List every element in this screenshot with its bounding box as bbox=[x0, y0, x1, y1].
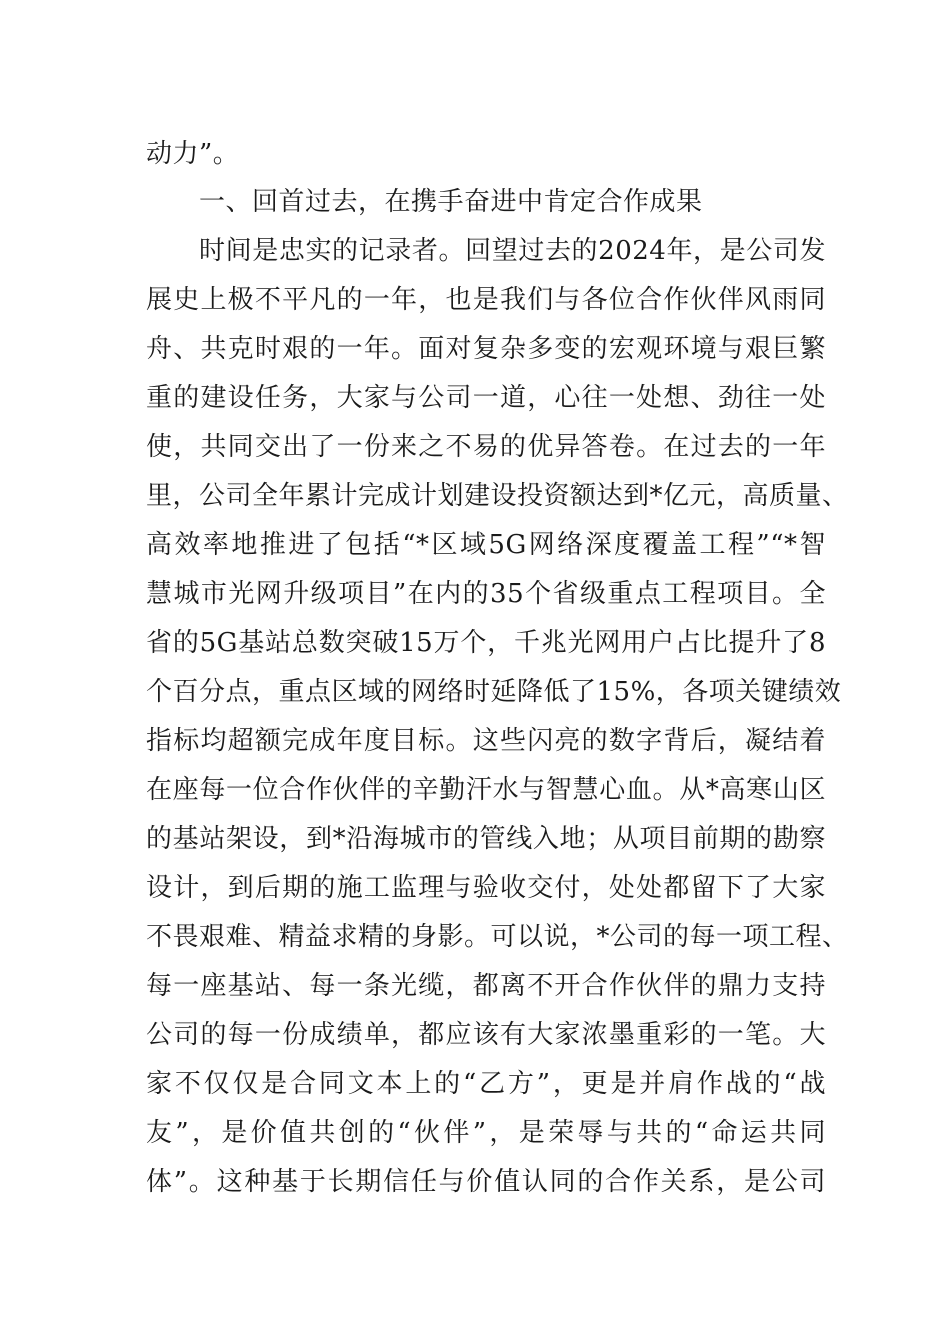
text-line: 个百分点，重点区域的网络时延降低了15%，各项关键绩效 bbox=[146, 677, 842, 707]
text-line: 展史上极不平凡的一年，也是我们与各位合作伙伴风雨同 bbox=[146, 285, 826, 315]
text-line: 高效率地推进了包括“*区域5G网络深度覆盖工程”“*智 bbox=[146, 530, 826, 560]
text-line: 友”，是价值共创的“伙伴”，是荣辱与共的“命运共同 bbox=[146, 1118, 826, 1148]
text-line: 在座每一位合作伙伴的辛勤汗水与智慧心血。从*高寒山区 bbox=[146, 775, 826, 805]
text-line: 的基站架设，到*沿海城市的管线入地；从项目前期的勘察 bbox=[146, 824, 826, 854]
text-line: 时间是忠实的记录者。回望过去的2024年，是公司发 bbox=[199, 236, 826, 266]
text-line: 每一座基站、每一条光缆，都离不开合作伙伴的鼎力支持 bbox=[146, 971, 826, 1001]
section-heading: 一、回首过去，在携手奋进中肯定合作成果 bbox=[199, 187, 703, 217]
text-line: 动力”。 bbox=[146, 139, 240, 169]
text-line: 设计，到后期的施工监理与验收交付，处处都留下了大家 bbox=[146, 873, 826, 903]
text-line: 体”。这种基于长期信任与价值认同的合作关系，是公司 bbox=[146, 1167, 826, 1197]
text-line: 公司的每一份成绩单，都应该有大家浓墨重彩的一笔。大 bbox=[146, 1020, 826, 1050]
text-line: 不畏艰难、精益求精的身影。可以说，*公司的每一项工程、 bbox=[146, 922, 849, 952]
text-line: 使，共同交出了一份来之不易的优异答卷。在过去的一年 bbox=[146, 432, 826, 462]
text-line: 舟、共克时艰的一年。面对复杂多变的宏观环境与艰巨繁 bbox=[146, 334, 826, 364]
text-line: 重的建设任务，大家与公司一道，心往一处想、劲往一处 bbox=[146, 383, 826, 413]
text-line: 指标均超额完成年度目标。这些闪亮的数字背后，凝结着 bbox=[146, 726, 826, 756]
text-line: 省的5G基站总数突破15万个，千兆光网用户占比提升了8 bbox=[146, 628, 826, 658]
text-line: 慧城市光网升级项目”在内的35个省级重点工程项目。全 bbox=[146, 579, 826, 609]
text-line: 家不仅仅是合同文本上的“乙方”，更是并肩作战的“战 bbox=[146, 1069, 826, 1099]
text-line: 里，公司全年累计完成计划建设投资额达到*亿元，高质量、 bbox=[146, 481, 849, 511]
